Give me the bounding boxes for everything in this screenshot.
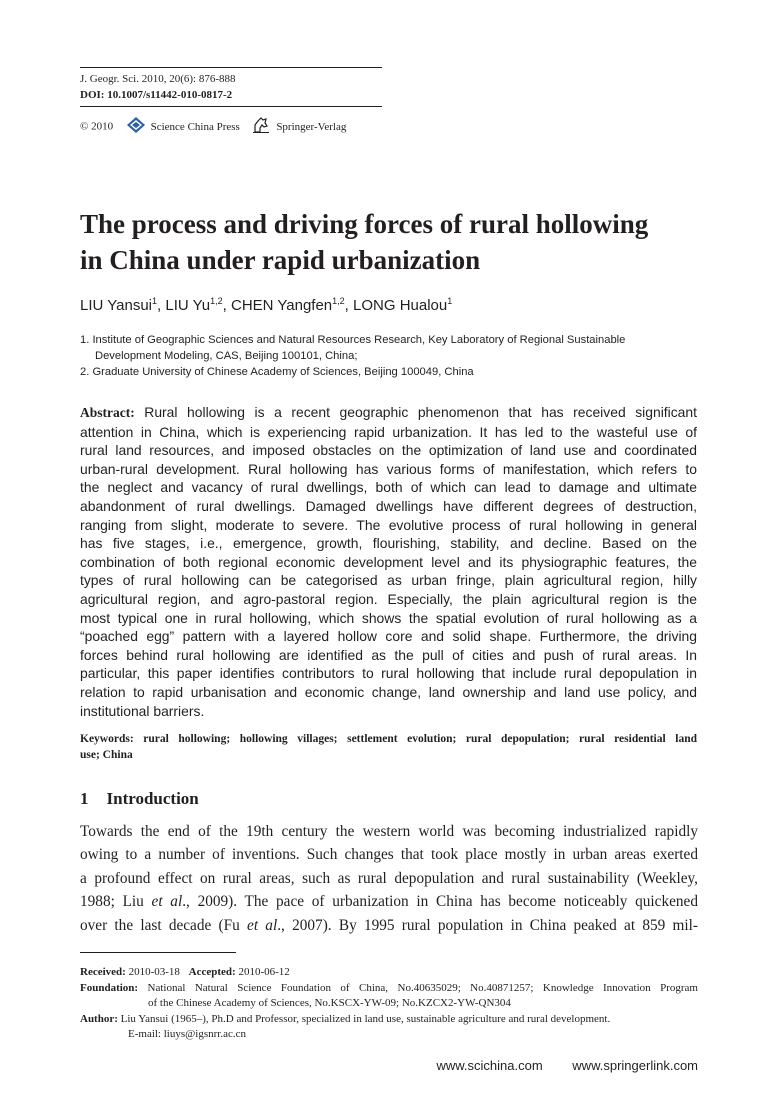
abstract-line: types of rural hollowing can be categorised as urban fringe, plain agricultural region, hilly bbox=[80, 572, 697, 589]
abstract-line: urban-rural development. Rural hollowing has various forms of manifestation, which refers to bbox=[80, 460, 697, 477]
abstract-line: has five stages, i.e., emergence, growth, flourishing, stability, and decline. Based on the bbox=[80, 535, 697, 552]
abstract-line: forces behind rural hollowing are identified as the pull of cities and push of rural areas. In bbox=[80, 646, 697, 663]
author-2: LIU Yu$^{1,2}$, bbox=[165, 296, 231, 314]
abstract-line: most typical one in rural hollowing, which shows the spatial evolution of rural hollowing as a bbox=[80, 609, 697, 626]
affiliation-2: 2. Graduate University of Chinese Academy of Sciences, Beijing 100049, China bbox=[80, 366, 474, 378]
author-3: CHEN Yangfen$^{1,2}$, bbox=[230, 296, 354, 314]
publisher-springer: Springer-Verlag bbox=[276, 120, 347, 133]
publisher-line bbox=[80, 116, 346, 138]
copyright-year: © 2010 bbox=[80, 120, 114, 133]
abstract-line: the neglect and vacancy of rural dwellings, both of which can lead to damage and ultimate bbox=[80, 479, 697, 496]
author-list bbox=[80, 297, 452, 314]
keywords-label: Keywords: bbox=[80, 733, 134, 745]
intro-line: over the last decade (Fu et al., 2007). By 1995 rural population in China peaked at 859 mil- bbox=[80, 916, 699, 934]
abstract-line: agricultural region, and agro-pastoral region. Especially, the plain agricultural region is the bbox=[80, 590, 697, 607]
link-scichina[interactable]: www.scichina.com bbox=[436, 1058, 543, 1073]
abstract-line: attention in China, which is experiencing rapid urbanization. It has led to the wasteful use of bbox=[80, 423, 697, 440]
keywords-line-2: use; China bbox=[80, 749, 133, 761]
author-label: Author: bbox=[80, 1012, 118, 1025]
affiliation-1-line-2: Development Modeling, CAS, Beijing 100101, China; bbox=[95, 350, 358, 362]
header-rule-bottom bbox=[80, 106, 382, 107]
abstract-label: Abstract: bbox=[80, 405, 135, 420]
title-line-1: The process and driving forces of rural hollowing bbox=[80, 209, 649, 239]
intro-line: a profound effect on rural areas, such as rural depopulation and rural sustainability (Weekley, bbox=[80, 869, 698, 887]
keywords-line-1: Keywords: rural hollowing; hollowing villages; settlement evolution; rural depopulation; rural residential land bbox=[80, 733, 698, 745]
author-4: LONG Hualou$^1$ bbox=[353, 296, 453, 314]
abstract-line: Abstract: Rural hollowing is a recent geographic phenomenon that has received significant bbox=[80, 404, 697, 420]
section-number: 1 bbox=[80, 789, 89, 808]
abstract-line: institutional barriers. bbox=[80, 702, 205, 719]
abstract-line: relation to rapid urbanisation and economic change, land ownership and land use policy, and bbox=[80, 683, 697, 700]
abstract-line: combination of both regional economic development level and its physiographic features, the bbox=[80, 553, 697, 570]
journal-citation: J. Geogr. Sci. 2010, 20(6): 876-888 bbox=[80, 73, 236, 85]
abstract bbox=[80, 403, 697, 720]
abstract-line: ranging from slight, moderate to severe. The evolutive process of rural hollowing in general bbox=[80, 516, 697, 533]
section-title: Introduction bbox=[106, 789, 199, 808]
foundation-label: Foundation: bbox=[80, 981, 139, 994]
abstract-line: “poached egg” pattern with a layered hollow core and solid shape. Furthermore, the driving bbox=[80, 628, 697, 645]
keywords bbox=[80, 731, 697, 763]
affiliations bbox=[80, 332, 700, 380]
accepted-label: Accepted: bbox=[188, 966, 236, 978]
intro-line: Towards the end of the 19th century the western world was becoming industrialized rapidly bbox=[80, 823, 698, 840]
footnote-rule bbox=[80, 952, 236, 953]
foundation-line-1: Foundation: National Natural Science Foundation of China, No.40635029; No.40871257; Knowledge Innovation Program bbox=[80, 981, 698, 994]
accepted-date: 2010-06-12 bbox=[238, 966, 290, 978]
abstract-line: abandonment of rural dwellings. Damaged dwellings have different degrees of destruction, bbox=[80, 497, 697, 514]
publisher-science-china: Science China Press bbox=[150, 120, 240, 133]
received-line bbox=[80, 965, 698, 981]
science-china-logo-icon bbox=[126, 116, 146, 138]
author-1: LIU Yansui$^1$, bbox=[80, 296, 166, 314]
author-note-line-1: Author: Liu Yansui (1965–), Ph.D and Professor, specialized in land use, sustainable agriculture and rural development. bbox=[80, 1012, 611, 1025]
intro-line: owing to a number of inventions. Such changes that took place mostly in urban areas exerted bbox=[80, 846, 698, 864]
bottom-links bbox=[420, 1058, 698, 1073]
foundation-line-2: of the Chinese Academy of Sciences, No.KSCX-YW-09; No.KZCX2-YW-QN304 bbox=[148, 997, 511, 1009]
title-line-2: in China under rapid urbanization bbox=[80, 245, 481, 275]
paper-title bbox=[80, 206, 700, 278]
affiliation-1-line-1: 1. Institute of Geographic Sciences and Natural Resources Research, Key Laboratory of Regional Sustainable bbox=[80, 334, 626, 346]
link-springerlink[interactable]: www.springerlink.com bbox=[572, 1058, 698, 1073]
introduction-text bbox=[80, 820, 698, 937]
received-date: 2010-03-18 bbox=[128, 966, 180, 978]
section-heading bbox=[80, 789, 199, 809]
received-label: Received: bbox=[80, 966, 126, 978]
springer-horse-icon bbox=[251, 116, 271, 138]
abstract-line: particular, this paper identifies contributors to rural hollowing that include rural depopulation in bbox=[80, 665, 697, 682]
footnotes bbox=[80, 965, 698, 1043]
abstract-line: rural land resources, and imposed obstacles on the optimization of land use and coordinated bbox=[80, 442, 697, 459]
header-rule-top bbox=[80, 67, 382, 68]
intro-line: 1988; Liu et al., 2009). The pace of urbanization in China has become noticeably quickened bbox=[80, 893, 698, 911]
doi[interactable]: DOI: 10.1007/s11442-010-0817-2 bbox=[80, 89, 233, 101]
author-email[interactable]: E-mail: liuys@igsnrr.ac.cn bbox=[128, 1028, 246, 1040]
